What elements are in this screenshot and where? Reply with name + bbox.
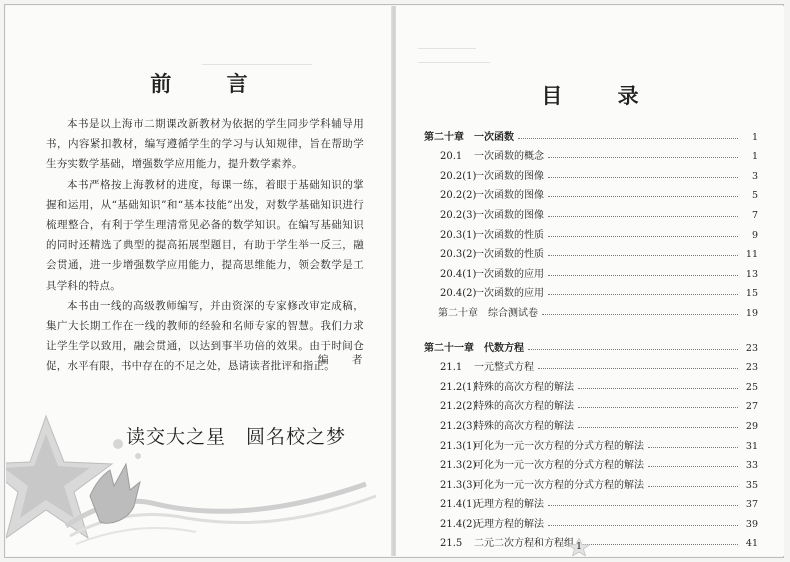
slogan-text: 读交大之星 圆名校之梦: [126, 426, 347, 448]
bleed-through-line: [418, 62, 490, 63]
page-number-text: 1: [575, 541, 583, 552]
toc-section-entry[interactable]: [424, 471, 758, 491]
toc-section-entry[interactable]: [424, 221, 758, 241]
toc-leader-dots: [648, 486, 738, 487]
toc-section-entry[interactable]: [424, 510, 758, 530]
toc-page-number: 31: [745, 440, 758, 452]
toc-section-number: 20.3(1): [440, 229, 477, 241]
toc-leader-dots: [538, 368, 738, 369]
toc-section-entry[interactable]: [424, 412, 758, 432]
toc-page-number: 29: [745, 420, 758, 432]
toc-page-number: 33: [745, 460, 758, 472]
toc-entry-label: 无理方程的解法: [474, 499, 544, 511]
toc-page-number: 15: [745, 288, 758, 300]
preface-signature: 编 者: [318, 354, 373, 366]
toc-section-number: 21.2(3): [440, 420, 477, 432]
toc-section-number: 20.3(2): [440, 249, 477, 261]
toc-section-entry[interactable]: [424, 280, 758, 300]
toc-leader-dots: [648, 466, 738, 467]
toc-page-number: 27: [745, 401, 758, 413]
toc-section-entry[interactable]: [424, 373, 758, 393]
toc-page-number: 23: [745, 362, 758, 374]
bleed-through-line: [202, 64, 312, 65]
toc-section-entry[interactable]: [424, 452, 758, 472]
toc-section-entry[interactable]: [424, 182, 758, 202]
toc-chapter-entry[interactable]: [424, 334, 758, 354]
toc-section-number: 21.1: [440, 362, 463, 374]
toc-leader-dots: [548, 275, 738, 276]
toc-page-number: 37: [745, 499, 758, 511]
toc-section-number: 20.2(2): [440, 190, 477, 202]
toc-entry-label: 无理方程的解法: [474, 518, 544, 530]
star-hand-logo: [6, 386, 392, 556]
toc-page-number: 7: [751, 209, 758, 221]
toc-section-entry[interactable]: [424, 162, 758, 182]
toc-entry-label: 一次函数的图像: [474, 209, 544, 221]
toc-section-number: 21.5: [440, 538, 463, 550]
toc-entry-label: 一次函数的概念: [474, 151, 544, 163]
toc-section-entry[interactable]: [424, 432, 758, 452]
toc-page-number: 25: [745, 381, 758, 393]
toc-entry-label: 第二十章 综合测试卷: [438, 307, 538, 319]
page-number: [568, 538, 590, 556]
toc-section-entry[interactable]: [424, 201, 758, 221]
toc-section-number: 21.4(2): [440, 518, 477, 530]
toc-entry-label: 一次函数的性质: [474, 249, 544, 261]
toc-section-number: 20.4(1): [440, 268, 477, 280]
preface-paragraph: 本书是以上海市二期课改新教材为依据的学生同步学科辅导用书，内容紧扣教材，编写遵循学生的学习与认知规律，旨在帮助学生夯实数学基础，增强数学应用能力，提升数学素养。: [46, 118, 364, 171]
toc-page-number: 35: [745, 479, 758, 491]
toc-leader-dots: [578, 427, 738, 428]
toc-leader-dots: [578, 388, 738, 389]
toc-entry-label: 特殊的高次方程的解法: [474, 381, 574, 393]
toc-leader-dots: [548, 236, 738, 237]
toc-leader-dots: [528, 349, 738, 350]
toc-section-number: 20.4(2): [440, 288, 477, 300]
toc-leader-dots: [548, 216, 738, 217]
toc-leader-dots: [548, 157, 738, 158]
toc-leader-dots: [648, 447, 738, 448]
toc-test-entry[interactable]: [424, 299, 758, 319]
preface-title: 前 言: [150, 71, 272, 96]
toc-section-number: 20.2(1): [440, 170, 477, 182]
toc-page-number: 19: [745, 307, 758, 319]
toc-page-number: 9: [751, 229, 758, 241]
toc-section-entry[interactable]: [424, 354, 758, 374]
toc-list: [424, 123, 758, 549]
preface-body: [46, 114, 364, 377]
toc-section-number: 20.1: [440, 151, 463, 163]
toc-entry-label: 一次函数的性质: [474, 229, 544, 241]
toc-page: [396, 6, 784, 556]
toc-section-number: 21.3(1): [440, 440, 477, 452]
toc-entry-label: 一次函数的应用: [474, 268, 544, 280]
toc-section-entry[interactable]: [424, 260, 758, 280]
toc-section-entry[interactable]: [424, 241, 758, 261]
toc-leader-dots: [578, 407, 738, 408]
toc-leader-dots: [548, 177, 738, 178]
toc-section-number: 20.2(3): [440, 209, 477, 221]
toc-page-number: 1: [751, 151, 758, 163]
toc-section-entry[interactable]: [424, 143, 758, 163]
toc-section-entry[interactable]: [424, 393, 758, 413]
toc-section-entry[interactable]: [424, 530, 758, 550]
preface-paragraph: 本书严格按上海教材的进度，每课一练，着眼于基础知识的掌握和运用，从“基础知识”和“基本技能”出发，对数学基础知识进行梳理整合，有利于学生理清常见必备的数学知识。在编写基础知识的同时还精选了典型的提高拓展型题目，有助于学生举一反三，融会贯通，进一步增强数学应用能力，提高思维能力，领会数学是工具学科的特点。: [46, 178, 364, 292]
toc-page-number: 11: [745, 249, 758, 261]
toc-page-number: 39: [745, 518, 758, 530]
toc-leader-dots: [518, 138, 738, 139]
toc-leader-dots: [548, 525, 738, 526]
bleed-through-line: [418, 48, 476, 49]
toc-section-number: 21.2(1): [440, 381, 477, 393]
toc-section-number: 21.3(3): [440, 479, 477, 491]
preface-paragraph: 本书由一线的高级教师编写，并由资深的专家修改审定成稿，集广大长期工作在一线的教师的经验和名师专家的智慧。我们力求让学生学以致用，融会贯通，以达到事半功倍的效果。由于时间仓促，水平有限，书中存在的不足之处，恳请读者批评和指正。: [46, 299, 364, 373]
toc-entry-label: 特殊的高次方程的解法: [474, 401, 574, 413]
toc-entry-label: 第二十一章 代数方程: [424, 342, 524, 354]
toc-entry-label: 二元二次方程和方程组: [474, 538, 574, 550]
toc-page-number: 23: [745, 342, 758, 354]
toc-leader-dots: [578, 544, 738, 545]
toc-section-entry[interactable]: [424, 491, 758, 511]
toc-page-number: 3: [751, 170, 758, 182]
toc-entry-label: 可化为一元一次方程的分式方程的解法: [474, 440, 644, 452]
toc-leader-dots: [548, 255, 738, 256]
toc-entry-label: 特殊的高次方程的解法: [474, 420, 574, 432]
toc-entry-label: 一次函数的应用: [474, 288, 544, 300]
toc-chapter-entry[interactable]: [424, 123, 758, 143]
toc-group-spacer: [424, 319, 758, 334]
toc-entry-label: 一次函数的图像: [474, 190, 544, 202]
toc-page-number: 1: [751, 131, 758, 143]
toc-entry-label: 一元整式方程: [474, 362, 534, 374]
toc-leader-dots: [548, 294, 738, 295]
toc-page-number: 13: [745, 268, 758, 280]
preface-page: [6, 6, 392, 556]
toc-page-number: 5: [751, 190, 758, 202]
toc-entry-label: 可化为一元一次方程的分式方程的解法: [474, 460, 644, 472]
toc-entry-label: 一次函数的图像: [474, 170, 544, 182]
toc-section-number: 21.3(2): [440, 460, 477, 472]
toc-page-number: 41: [745, 538, 758, 550]
toc-title: 目 录: [541, 83, 663, 108]
toc-leader-dots: [548, 505, 738, 506]
toc-entry-label: 第二十章 一次函数: [424, 131, 514, 143]
toc-leader-dots: [542, 314, 738, 315]
toc-section-number: 21.2(2): [440, 401, 477, 413]
toc-entry-label: 可化为一元一次方程的分式方程的解法: [474, 479, 644, 491]
toc-section-number: 21.4(1): [440, 499, 477, 511]
toc-leader-dots: [548, 196, 738, 197]
